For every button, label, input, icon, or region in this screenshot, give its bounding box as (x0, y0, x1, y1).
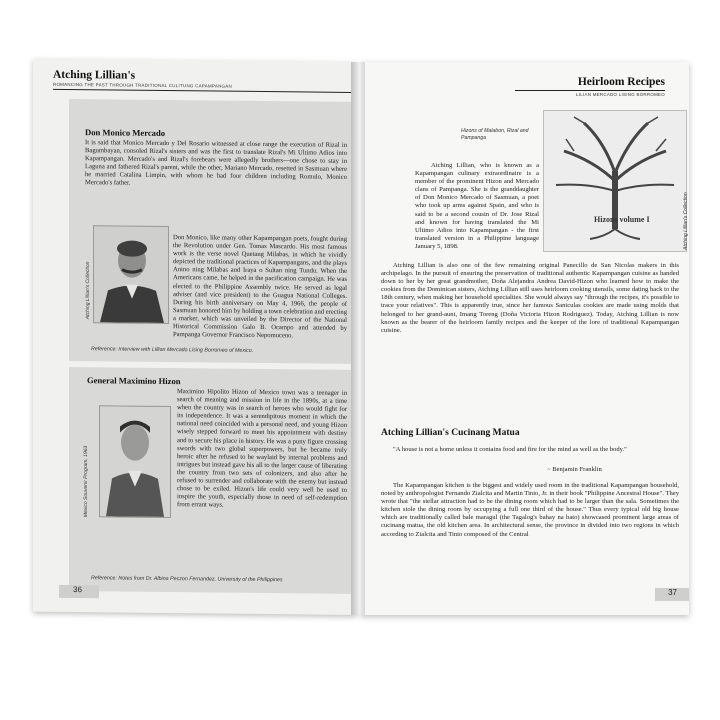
image-credit: Atching Lillian's Collection (683, 192, 689, 250)
image-caption: Hizons of Malabon, Rizal and Pampanga (461, 128, 529, 141)
intro-paragraph: Atching Lillian, who is known as a Kapampangan culinary extraordinaire is a member of the prominent Hizon and Mercado clans of Pampanga. She is the granddaughter of Don Monico Mercado of Sasmuan, a poet who took up arms against Spain, and who is said to be a second cousin of Dr. Jose Rizal and known for having translated the Mi Ultimo Adios into Kapampangan - the first translated version in a Philippine language January 5, 1898. (415, 162, 539, 250)
section-heading: Don Monico Mercado (85, 127, 166, 138)
paragraph-two: Atching Lillian is also one of the few remaining original Panecillo de San Nicolas makers in this archipelago. In the pursuit of ensuring the preservation of traditional authentic Kapampangan cuisine as handed down to her by her great grandmother, Doña Alejandra Andrea David-Hizon who learned how to make the cookies from the Dominican sisters, Atching Lillian still uses heirloom cooking utensils, some dating back to the 18th century, when making her household specialties. She would always say "through the recipes, it's possible to trace your relatives". This is apparently true, since her famous Saniculas cookies are made using molds that belonged to her grand-aunt, Imang Toreng (Doña Victoria Hizon Rodriguez). Today, Atching Lillian is now known as the bearer of the heirloom family recipes and the keeper of the lore of traditional Kapampangan cuisine. (381, 262, 679, 334)
portrait-mercado-illustration (94, 226, 168, 323)
family-tree-image (543, 110, 687, 252)
section-heading: General Maximino Hizon (87, 375, 181, 387)
portrait-credit: Atching Lillian's Collection (85, 261, 91, 320)
section-reference: Reference: Notes from Dr. Albina Peczon Fernandez, University of the Philippines (91, 575, 283, 584)
quote: "A house is not a home unless it contains food and fire for the mind as well as the body." (393, 446, 627, 453)
open-book (33, 62, 689, 615)
right-page (361, 62, 689, 615)
section-reference: Reference: Interview with Lillian Mercado Lising Borromeo of Mexico. (91, 346, 254, 354)
paragraph-three: The Kapampangan kitchen is the biggest and widely used room in the traditional Kapampangan household, noted by anthropologist Fernando Zialcita and Martin Tinio, Jr. in their book "Philippine Ancestral House". They wrote that "the stellar attraction had to be the dining room which had to be larger than the sala. Sometimes the kitchen stole the dining room by occupying a full one third of the house." Thus every typical old big house which are traditionally called bale maragul (the Tagalog's bahay na bato) showcased prominent large areas of cucinang matua, the old kitchen area. In architectural sense, the province in divided into two regions in which according to Zialcita and Tinio composed of the Central (381, 482, 679, 538)
section-hizon (69, 367, 351, 594)
page-number-right: 37 (668, 588, 677, 597)
section-body: It is said that Monico Mercado y Del Rosario witnessed at close range the execution of Rizal in Bagumbayan, consoled Rizal's sisters and was the first to translate Rizal's Mi Ultimo Adios into Kapampangan. Mercado's and Rizal's forebears were allegedly brothers—one chose to stay in Laguna and fathered Rizal's parent, while the other, Mariano Mercado, resetted in Sasmuan where he married Catalina Limpin, with whom he had four children including Romulo, Monico Mercado's father. (85, 139, 347, 188)
header-rule (515, 90, 665, 91)
portrait-mercado (93, 225, 169, 324)
section-body-wrap: Don Monico, like many other Kapampangan poets, fought during the Revolution under Gen. Tomas Mascardo. His most famous work is the verse novel Quetang Milabas, in which he vividly depicted the traditional practices of Kapampangans, and the plays Anino ning Milabas and Iraya o Sultan ning Tundu. When the Americans came, he helped in the pacification campaign. He was elected to the Philippine Assembly twice. He served as legal adviser (and vice president) to the Guagua National Colleges. During his birth anniversary on May 4, 1966, the people of Sasmuan honored him by holding a town celebration and erecting a marker, which was unveiled by the Director of the National Historical Commission Galo B. Ocampo and attended by Pampanga Governor Francisco Nepomuceno. (173, 234, 347, 340)
right-running-title: Heirloom Recipes (577, 76, 665, 88)
left-running-subtitle: ROMANCING THE PAST THROUGH TRADITIONAL CULITUNG CAPAMPANGAN (53, 81, 232, 89)
right-running-header (515, 76, 665, 97)
section-body: Maximino Hipolito Hizon of Mexico town was a teenager in search of meaning and mission in life in the 1890s, at a time when the country was in search of heroes who would fight for its independence. It was a serendipitous moment in which the national need coincided with a personal need, and young Hizon wisely stepped forward to meet his appointment with destiny and to secure his place in history. He was a puny figure crossing swords with two global superpowers, but he became truly heroic after he refused to be waylaid by internal problems and intrigues but instead gave his all to the larger cause of liberating the country from two sets of colonizers, and also after he refused to surrender and collaborate with the enemy but instead chose to be exiled. Hizon's life could very well be used to inspire the youth, especially those in need of self-redemption from errant ways. (177, 388, 347, 509)
section-mercado (69, 99, 351, 364)
section-heading-cucina: Atching Lillian's Cucinang Matua (381, 428, 520, 438)
portrait-credit: Mexico Souvenir Program, 1963 (83, 445, 89, 518)
page-number-left: 36 (73, 585, 82, 595)
portrait-hizon-illustration (100, 406, 170, 517)
family-tree-illustration (544, 111, 686, 251)
quote-author: ~ Benjamin Franklin (547, 466, 602, 473)
right-running-subtitle: LILIAN MERCADO LISING BORROMEO (575, 92, 665, 97)
left-running-title: Atching Lillian's (53, 68, 136, 82)
portrait-hizon (99, 405, 171, 518)
left-running-header (53, 69, 353, 93)
left-page (33, 59, 357, 615)
book-gutter (351, 62, 365, 615)
tree-label: Hizons volume I (594, 215, 650, 224)
